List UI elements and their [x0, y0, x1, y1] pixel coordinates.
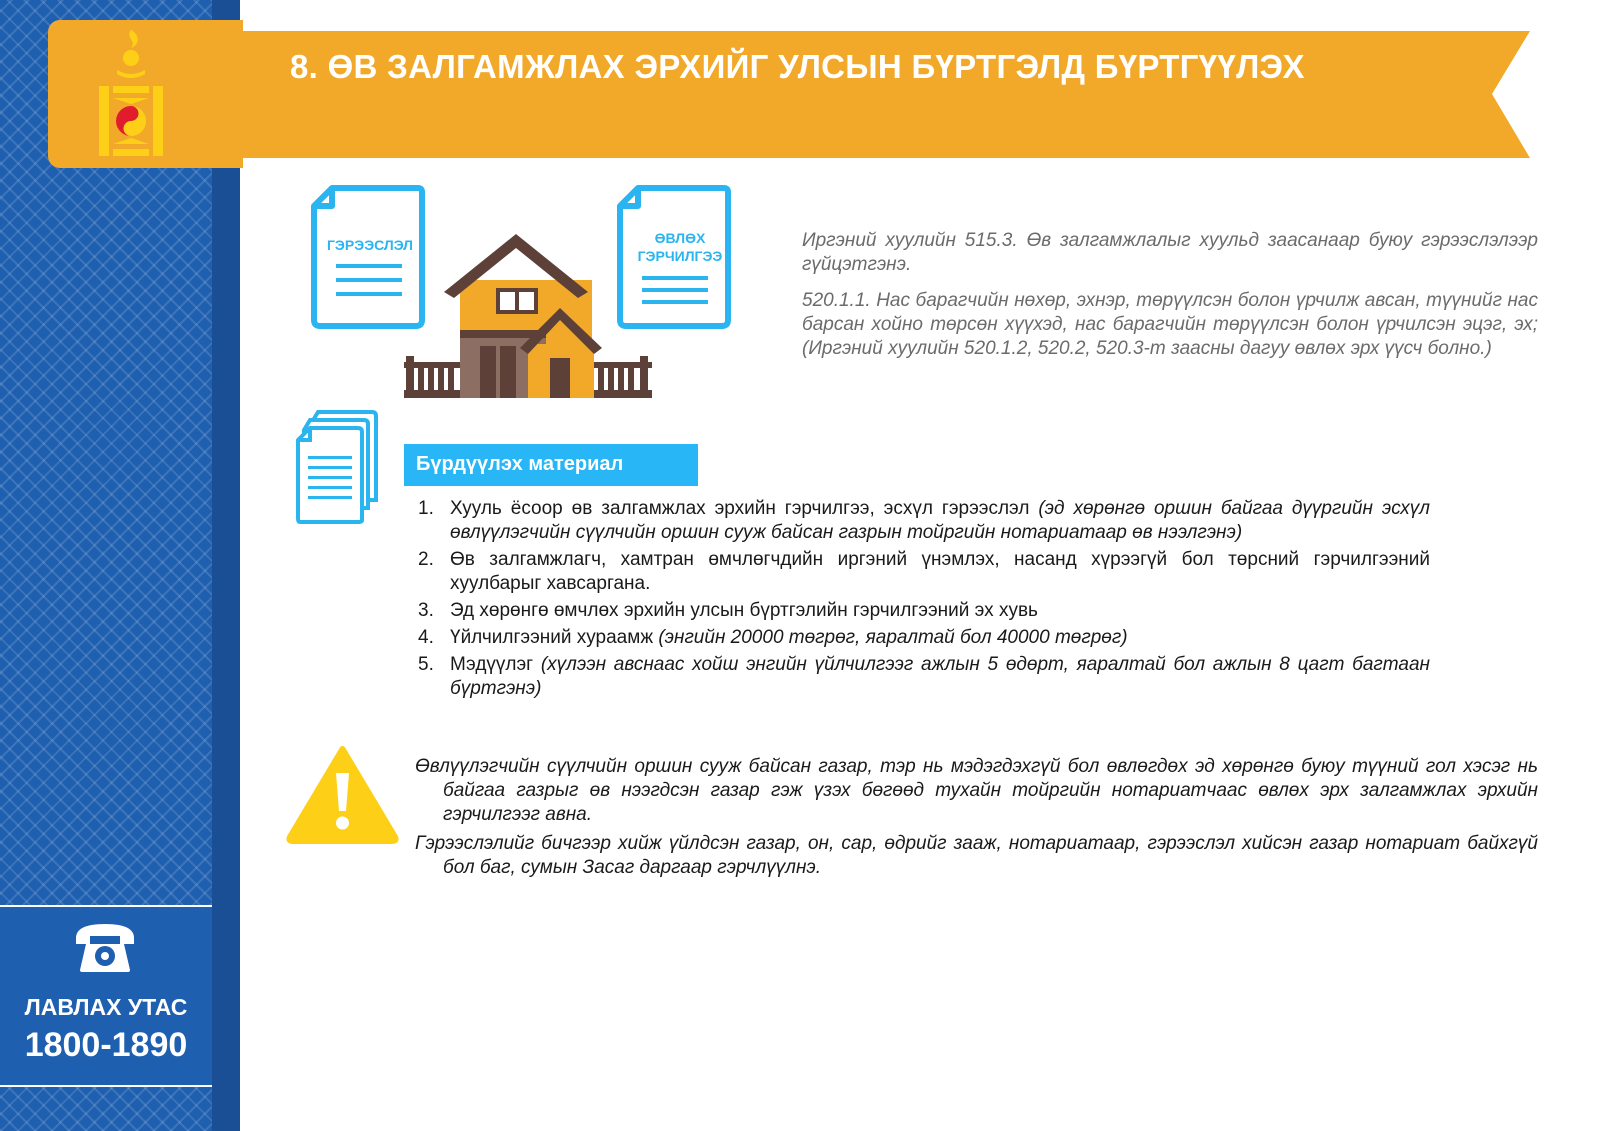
list-item	[418, 599, 1430, 623]
materials-title: Бүрдүүлэх материал	[416, 453, 624, 475]
will-document-icon	[314, 188, 422, 326]
list-item-main: Үйлчилгээний хураамж	[450, 627, 659, 648]
list-item-number: 4.	[418, 627, 434, 648]
list-item	[418, 497, 1430, 545]
will-document-label: ГЭРЭЭСЛЭЛ	[327, 237, 413, 253]
warning-icon	[285, 743, 400, 845]
list-item-note: (эд хөрөнгө оршин байгаа дүүргийн эсхүл өвлүүлэгчийн сүүлчийн оршин сууж байсан газрын тойргийн нотариатаар өв нээлгэнэ)	[450, 498, 1430, 543]
list-item	[418, 626, 1430, 650]
list-item	[418, 548, 1430, 596]
law-paragraph-2: 520.1.1. Нас барагчийн нөхөр, эхнэр, төрүүлсэн болон үрчилж авсан, түүнийг нас барсан хойно төрсөн хүүхэд, нас барагчийн төрүүлсэн болон үрчилсэн эцэг, эх; (Иргэний хуулийн 520.1.2, 520.2, 520.3-т заасны дагуу өвлөх эрх үүсч болно.)	[802, 290, 1538, 359]
law-paragraph-1: Иргэний хуулийн 515.3. Өв залгамжлалыг хуульд заасанаар буюу гэрээслэлээр гүйцэтгэнэ.	[802, 230, 1538, 275]
hotline-label: ЛАВЛАХ УТАС	[24, 994, 188, 1020]
page-title: 8. ӨВ ЗАЛГАМЖЛАХ ЭРХИЙГ УЛСЫН БҮРТГЭЛД БҮРТГҮҮЛЭХ	[290, 48, 1305, 85]
hotline-number: 1800-1890	[24, 1026, 188, 1064]
list-item-number: 2.	[418, 549, 434, 570]
warning-note-2: Гэрээслэлийг бичгээр хийж үйлдсэн газар, он, сар, өдрийг зааж, нотариатаар, гэрээслэл хийсэн газар нотариат байхгүй бол баг, сумын Засаг даргаар гэрчлүүлнэ.	[415, 833, 1538, 878]
documents-house-illustration	[310, 180, 750, 420]
papers-icon	[296, 408, 392, 524]
list-item-main: Өв залгамжлагч, хамтран өмчлөгчдийн иргэний үнэмлэх, насанд хүрээгүй бол төрсний гэрчилгээний хуулбарыг хавсаргана.	[450, 549, 1430, 594]
house-icon	[444, 234, 602, 398]
list-item-text	[450, 497, 1430, 545]
list-item-main: Мэдүүлэг	[450, 654, 541, 675]
list-item-number: 1.	[418, 498, 434, 519]
list-item-text	[450, 599, 1430, 623]
list-item	[418, 653, 1430, 701]
materials-list	[418, 497, 1430, 704]
warning-note-1: Өвлүүлэгчийн сүүлчийн оршин сууж байсан газар, тэр нь мэдэгдэхгүй бол өвлөгдөх эд хөрөнгө буюу түүний гол хэсэг нь байгаа газрыг өв нээгдсэн газар гэж үзэх бөгөөд тухайн тойргийн нотариатчаас өвлөх эрх залгамжлах эрхийн гэрчилгээг авна.	[415, 756, 1538, 825]
warning-notes	[415, 755, 1538, 885]
list-item-number: 5.	[418, 654, 434, 675]
list-item-text	[450, 626, 1430, 650]
list-item-main: Эд хөрөнгө өмчлөх эрхийн улсын бүртгэлийн гэрчилгээний эх хувь	[450, 600, 1038, 621]
telephone-icon	[72, 918, 138, 974]
civil-law-excerpt	[802, 229, 1538, 373]
certificate-label-line1: ӨВЛӨХ	[654, 230, 706, 246]
list-item-note: (энгийн 20000 төгрөг, яаралтай бол 40000 төгрөг)	[658, 627, 1128, 648]
list-item-note: (хүлээн авснаас хойш энгийн үйлчилгээг ажлын 5 өдөрт, яаралтай бол ажлын 8 цагт багтаан бүртгэнэ)	[450, 654, 1430, 699]
list-item-number: 3.	[418, 600, 434, 621]
soyombo-icon	[95, 28, 167, 160]
list-item-main: Хууль ёсоор өв залгамжлах эрхийн гэрчилгээ, эсхүл гэрээслэл	[450, 498, 1039, 519]
list-item-text	[450, 548, 1430, 596]
list-item-text	[450, 653, 1430, 701]
certificate-label-line2: ГЭРЧИЛГЭЭ	[637, 248, 723, 264]
